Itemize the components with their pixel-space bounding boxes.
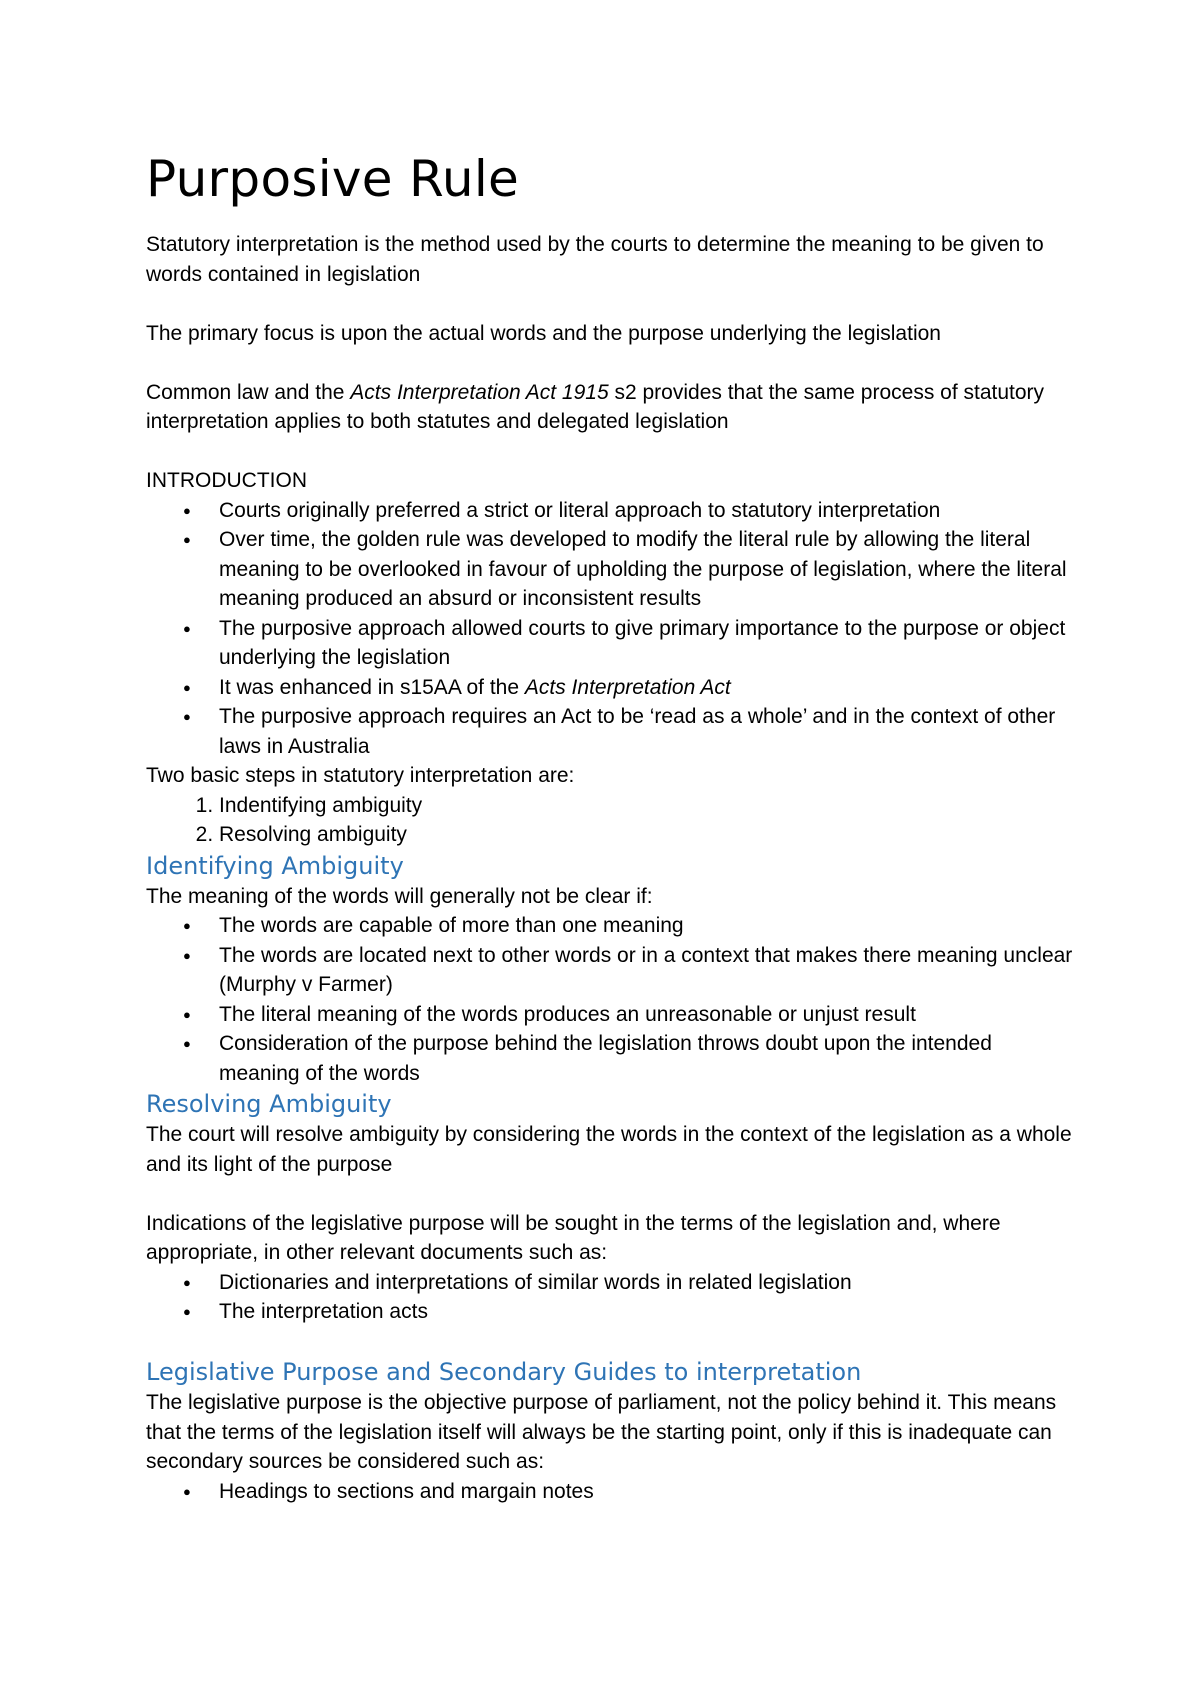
intro-paragraph-1: Statutory interpretation is the method used by the courts to determine the meaning to be given to words contained in legislation (146, 233, 1044, 286)
steps-list (146, 791, 1076, 850)
list-item: ● The purposive approach allowed courts to give primary importance to the purpose or object underlying the legislation (219, 614, 1076, 673)
list-item: 2. Resolving ambiguity (219, 820, 1076, 850)
identifying-list (146, 911, 1076, 1088)
section-heading-resolving: Resolving Ambiguity (146, 1090, 392, 1118)
text-run: Common law and the (146, 380, 351, 404)
resolving-list (146, 1268, 1076, 1327)
document-page (146, 150, 1076, 1506)
list-item: ● Headings to sections and margain notes (219, 1477, 1076, 1507)
resolving-paragraph-1: The court will resolve ambiguity by considering the words in the context of the legislation as a whole and its light of the purpose (146, 1123, 1072, 1176)
list-item: ● The purposive approach requires an Act to be ‘read as a whole’ and in the context of other laws in Australia (219, 702, 1076, 761)
list-item: ● Courts originally preferred a strict or literal approach to statutory interpretation (219, 496, 1076, 526)
act-title: Acts Interpretation Act 1915 (350, 380, 609, 404)
resolving-paragraph-2: Indications of the legislative purpose will be sought in the terms of the legislation and, where appropriate, in other relevant documents such as: (146, 1211, 1001, 1264)
list-item: ● The literal meaning of the words produces an unreasonable or unjust result (219, 1000, 1076, 1030)
list-item: ● The words are capable of more than one meaning (219, 911, 1076, 941)
identifying-intro: The meaning of the words will generally not be clear if: (146, 884, 653, 908)
intro-paragraph-3 (146, 378, 1076, 437)
section-heading-legislative: Legislative Purpose and Secondary Guides to interpretation (146, 1358, 862, 1386)
legislative-list (146, 1477, 1076, 1507)
list-item: ● The words are located next to other words or in a context that makes there meaning unclear (Murphy v Farmer) (219, 941, 1076, 1000)
list-item: ● Consideration of the purpose behind the legislation throws doubt upon the intended meaning of the words (219, 1029, 1076, 1088)
introduction-label: INTRODUCTION (146, 469, 307, 492)
text-run: It was enhanced in s15AA of the (219, 675, 525, 699)
list-item: 1. Indentifying ambiguity (219, 791, 1076, 821)
introduction-list (146, 496, 1076, 762)
list-item (219, 673, 1076, 703)
legislative-paragraph: The legislative purpose is the objective purpose of parliament, not the policy behind it. This means that the terms of the legislation itself will always be the starting point, only if this is inadequate can secondary sources be considered such as: (146, 1391, 1057, 1473)
text-run: s2 provides that the same process of statutory interpretation applies to both statutes and delegated legislation (146, 380, 1045, 433)
intro-paragraph-2: The primary focus is upon the actual words and the purpose underlying the legislation (146, 321, 941, 345)
page-title: Purposive Rule (146, 150, 520, 208)
act-title: Acts Interpretation Act (524, 675, 731, 699)
list-item: ● Over time, the golden rule was developed to modify the literal rule by allowing the literal meaning to be overlooked in favour of upholding the purpose of legislation, where the literal meaning produced an absurd or inconsistent results (219, 525, 1076, 614)
list-item: ● Dictionaries and interpretations of similar words in related legislation (219, 1268, 1076, 1298)
section-heading-identifying: Identifying Ambiguity (146, 851, 404, 880)
steps-intro: Two basic steps in statutory interpretation are: (146, 764, 575, 787)
list-item: ● The interpretation acts (219, 1297, 1076, 1327)
